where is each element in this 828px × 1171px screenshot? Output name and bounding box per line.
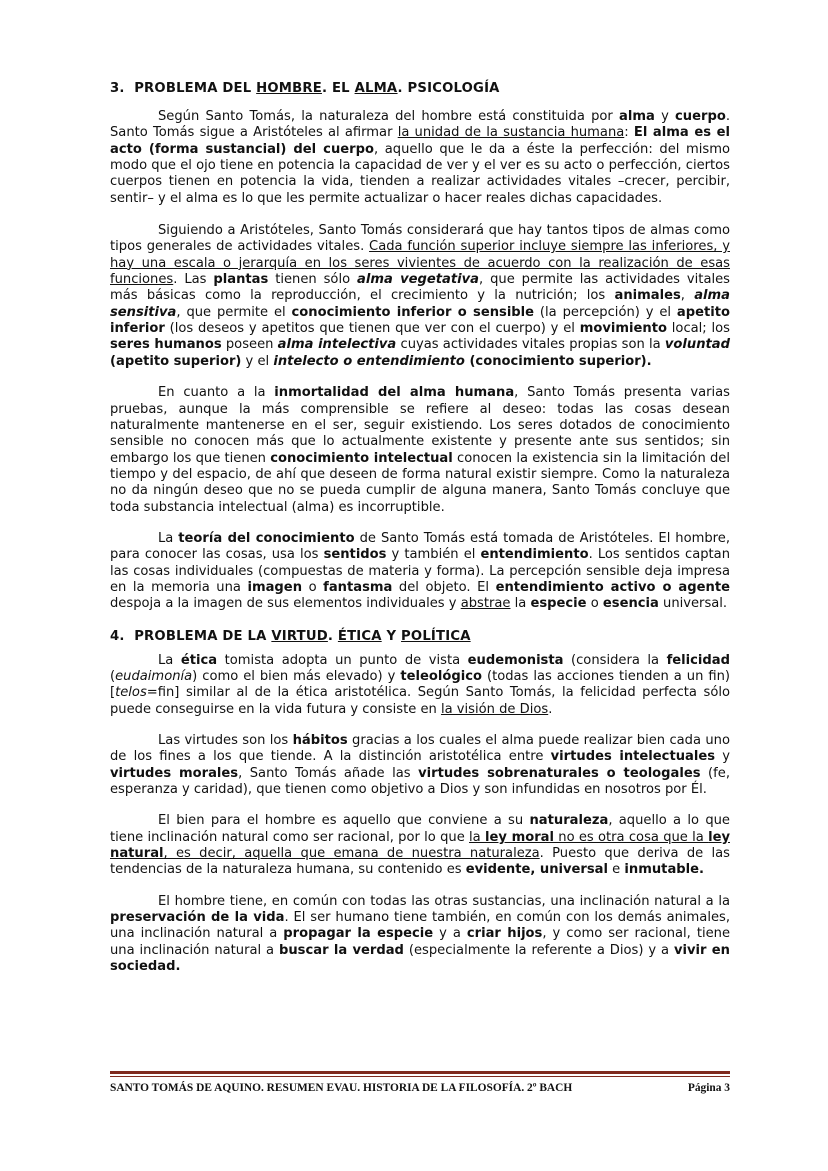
s4-paragraph-4: El hombre tiene, en común con todas las otras sustancias, una inclinación natural a la preservación de la vida. El ser humano tiene también, en común con los demás animales, una inclinación natural a propagar la especie y a criar hijos, y como ser racional, tiene una inclinación natural a buscar la verdad (especialmente la referente a Dios) y a vivir en sociedad. [110,893,730,975]
page-number: Página 3 [687,1082,730,1094]
s4-paragraph-1: La ética tomista adopta un punto de vista eudemonista (considera la felicidad (eudaimonía) como el bien más elevado) y teleológico (todas las acciones tienden a un fin) [telos=fin] similar al de la ética aristotélica. Según Santo Tomás, la felicidad perfecta sólo puede conseguirse en la vida futura y consiste en la visión de Dios. [110,652,730,717]
footer-title: SANTO TOMÁS DE AQUINO. RESUMEN EVAU. HISTORIA DE LA FILOSOFÍA. 2º BACH [110,1082,573,1094]
section-3-heading: 3. PROBLEMA DEL HOMBRE. EL ALMA. PSICOLOGÍA [110,81,500,96]
document-page [110,0,730,975]
s4-paragraph-2: Las virtudes son los hábitos gracias a los cuales el alma puede realizar bien cada uno de los fines a los que tiende. A la distinción aristotélica entre virtudes intelectuales y virtudes morales, Santo Tomás añade las virtudes sobrenaturales o teologales (fe, esperanza y caridad), que tienen como objetivo a Dios y son infundidas en nosotros por Él. [110,733,730,798]
s3-paragraph-3: En cuanto a la inmortalidad del alma humana, Santo Tomás presenta varias pruebas, aunque la más comprensible se refiere al deseo: todas las cosas desean naturalmente mantenerse en el ser, seguir existiendo. Los seres dotados de conocimiento sensible no conocen más que lo actualmente existente y presente ante sus sentidos; sin embargo los que tienen conocimiento intelectual conocen la existencia sin la limitación del tiempo y del espacio, de ahí que deseen de forma natural existir siempre. Como la naturaleza no da ningún deseo que no se pueda cumplir de alguna manera, Santo Tomás concluye que toda substancia intelectual (alma) es incorruptible. [110,385,730,515]
s3-paragraph-4: La teoría del conocimiento de Santo Tomás está tomada de Aristóteles. El hombre, para conocer las cosas, usa los sentidos y también el entendimiento. Los sentidos captan las cosas individuales (compuestas de materia y forma). La percepción sensible deja impresa en la memoria una imagen o fantasma del objeto. El entendimiento activo o agente despoja a la imagen de sus elementos individuales y abstrae la especie o esencia universal. [110,530,730,612]
page-footer [110,1071,730,1094]
s3-paragraph-2: Siguiendo a Aristóteles, Santo Tomás considerará que hay tantos tipos de almas como tipos generales de actividades vitales. Cada función superior incluye siempre las inferiores, y hay una escala o jerarquía en los seres vivientes de acuerdo con la realización de esas funciones. Las plantas tienen sólo alma vegetativa, que permite las actividades vitales más básicas como la reproducción, el crecimiento y la nutrición; los animales, alma sensitiva, que permite el conocimiento inferior o sensible (la percepción) y el apetito inferior (los deseos y apetitos que tienen que ver con el cuerpo) y el movimiento local; los seres humanos poseen alma intelectiva cuyas actividades vitales propias son la voluntad (apetito superior) y el intelecto o entendimiento (conocimiento superior). [110,223,731,369]
section-4-heading: 4. PROBLEMA DE LA VIRTUD. ÉTICA Y POLÍTICA [110,628,471,644]
footer-rule-thin [110,1076,730,1077]
s3-paragraph-1: Según Santo Tomás, la naturaleza del hombre está constituida por alma y cuerpo. Santo Tomás sigue a Aristóteles al afirmar la unidad de la sustancia humana: El alma es el acto (forma sustancial) del cuerpo, aquello que le da a éste la perfección: del mismo modo que el ojo tiene en potencia la capacidad de ver y el ver es su acto o perfección, ciertos cuerpos tienen en potencia la vida, tienden a realizar actividades vitales –crecer, percibir, sentir– y el alma es lo que les permite actualizar o hacer reales dichas capacidades. [110,109,731,206]
footer-rule-thick [110,1071,730,1074]
footer-text [110,1082,730,1094]
s4-paragraph-3: El bien para el hombre es aquello que conviene a su naturaleza, aquello a lo que tiene inclinación natural como ser racional, por lo que la ley moral no es otra cosa que la ley natural, es decir, aquella que emana de nuestra naturaleza. Puesto que deriva de las tendencias de la naturaleza humana, su contenido es evidente, universal e inmutable. [110,813,730,878]
